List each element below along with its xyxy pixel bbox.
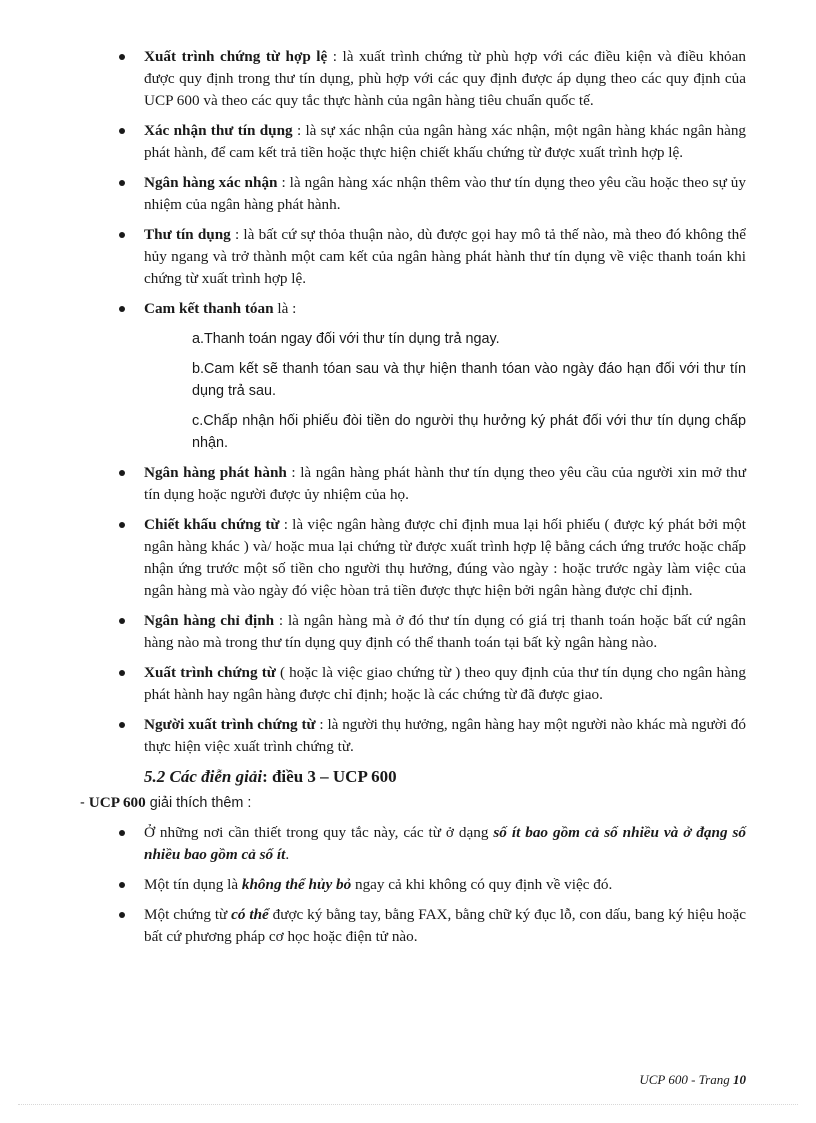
definition-text: : là bất cứ sự thỏa thuận nào, dù được gọi hay mô tả thế nào, mà theo đó không thể hủy ngang và trở thành một cam kết của ngân hàng phát hành thư tín dụng về việc thanh toán khi chứng từ xuất trình hợp lệ. — [144, 226, 746, 287]
lead-bold: UCP 600 — [88, 794, 146, 811]
definition-list-2 — [92, 462, 746, 758]
page-content — [80, 46, 747, 956]
definition-item — [92, 662, 746, 706]
sub-item: a.Thanh toán ngay đối với thư tín dụng trả ngay. — [192, 331, 500, 347]
interp-emphasis: không thể hủy bỏ — [241, 876, 352, 893]
interpretation-item — [92, 874, 746, 896]
section-heading-title: 5.2 Các điễn giải — [144, 767, 263, 786]
definition-term: Ngân hàng phát hành — [144, 464, 287, 481]
definition-text: : là người thụ hưởng, ngân hàng hay một người nào khác mà người đó thực hiện việc xuất trình chứng từ. — [144, 716, 746, 755]
definition-item — [92, 172, 746, 216]
interp-text: Một tín dụng là — [144, 876, 242, 893]
definition-text: là : — [273, 300, 297, 317]
definition-item — [92, 298, 746, 320]
definition-list — [92, 46, 746, 320]
definition-item — [92, 46, 746, 112]
interpretation-item — [92, 904, 746, 948]
definition-term: Cam kết thanh tóan — [144, 300, 274, 317]
definition-term: Thư tín dụng — [144, 226, 231, 243]
definition-text: : là ngân hàng phát hành thư tín dụng theo yêu cầu của người xin mở thư tín dụng hoặc người được ủy nhiệm của họ. — [144, 464, 746, 503]
sub-item: c.Chấp nhận hối phiếu đòi tiền do người thụ hưởng ký phát đối với thư tín dụng chấp nhận. — [192, 413, 746, 451]
definition-item — [92, 714, 746, 758]
definition-text: : là ngân hàng mà ở đó thư tín dụng có giá trị thanh toán hoặc bất cứ ngân hàng nào mà trong thư tín dụng quy định có thể thanh toán tại bất kỳ ngân hàng nào. — [144, 612, 746, 651]
interpretation-list — [92, 822, 746, 948]
definition-text: : là việc ngân hàng được chỉ định mua lại hối phiếu ( được ký phát bởi một ngân hàng khác ) và/ hoặc mua lại chứng từ được xuất trình hợp lệ bằng cách ứng trước hoặc chấp nhận ứng trước một số tiền cho người thụ hưởng, đúng vào ngày : hoặc trước ngày làm việc của ngân hàng mà vào ngày đó việc hòan trả tiền được thực hiện bởi ngân hàng được chỉ định. — [144, 516, 746, 599]
sub-item: b.Cam kết sẽ thanh tóan sau và thự hiện thanh tóan vào ngày đáo hạn đối với thư tín dụng trả sau. — [192, 361, 746, 399]
interpretation-item — [92, 822, 746, 866]
interp-text: Một chứng từ — [144, 906, 232, 923]
definition-item — [92, 120, 746, 164]
definition-term: Ngân hàng xác nhận — [144, 174, 278, 191]
definition-item — [92, 514, 746, 602]
footer-page-number: 10 — [733, 1072, 746, 1087]
interp-emphasis: số ít bao gồm cả số nhiều và ở đạng số nhiều bao gồm cả số ít — [144, 824, 746, 863]
interp-text: được ký bằng tay, bằng FAX, bằng chữ ký đục lỗ, con dấu, bang ký hiệu hoặc bất cứ phương pháp cơ học hoặc điện tử nào. — [144, 906, 746, 945]
definition-term: Xác nhận thư tín dụng — [144, 122, 293, 139]
definition-text: : là xuất trình chứng từ phù hợp với các điều kiện và điều khỏan được quy định trong thư tín dụng, phù hợp với các quy định được áp dụng theo các quy định của UCP 600 và theo các quy tắc thực hành của ngân hàng tiêu chuẩn quốc tế. — [144, 48, 746, 109]
interp-text: Ở những nơi cần thiết trong quy tắc này, các từ ở dạng — [144, 824, 494, 841]
definition-text: : là ngân hàng xác nhận thêm vào thư tín dụng theo yêu cầu hoặc theo sự ủy nhiệm của ngân hàng phát hành. — [144, 174, 746, 213]
footer-label: UCP 600 - Trang — [639, 1072, 733, 1087]
definition-term: Xuất trình chứng từ — [144, 664, 276, 681]
definition-item — [92, 224, 746, 290]
definition-item — [92, 462, 746, 506]
section-heading — [92, 766, 746, 788]
definition-term: Người xuất trình chứng từ — [144, 716, 316, 733]
definition-term: Ngân hàng chỉ định — [144, 612, 275, 629]
definition-text: : là sự xác nhận của ngân hàng xác nhận, một ngân hàng khác ngân hàng phát hành, để cam kết trả tiền hoặc thực hiện chiết khấu chứng từ được xuất trình hợp lệ. — [144, 122, 747, 161]
lead-prefix: - — [80, 795, 89, 811]
section-lead — [80, 792, 746, 814]
section-heading-rest: : điều 3 – UCP 600 — [262, 767, 397, 786]
lead-rest: giải thích thêm : — [145, 795, 252, 811]
interp-text: ngay cả khi không có quy định về việc đó. — [351, 876, 613, 893]
definition-text: ( hoặc là việc giao chứng từ ) theo quy định của thư tín dụng cho ngân hàng phát hành hay ngân hàng được chỉ định; hoặc là các chứng từ đã được giao. — [144, 664, 746, 703]
definition-term: Chiết khấu chứng từ — [144, 516, 280, 533]
interp-emphasis: có thể — [231, 906, 269, 923]
page-footer — [639, 1072, 746, 1088]
definition-item — [92, 610, 746, 654]
page-bottom-rule — [18, 1104, 798, 1105]
definition-term: Xuất trình chứng từ hợp lệ — [144, 48, 328, 65]
interp-text: . — [285, 846, 290, 863]
